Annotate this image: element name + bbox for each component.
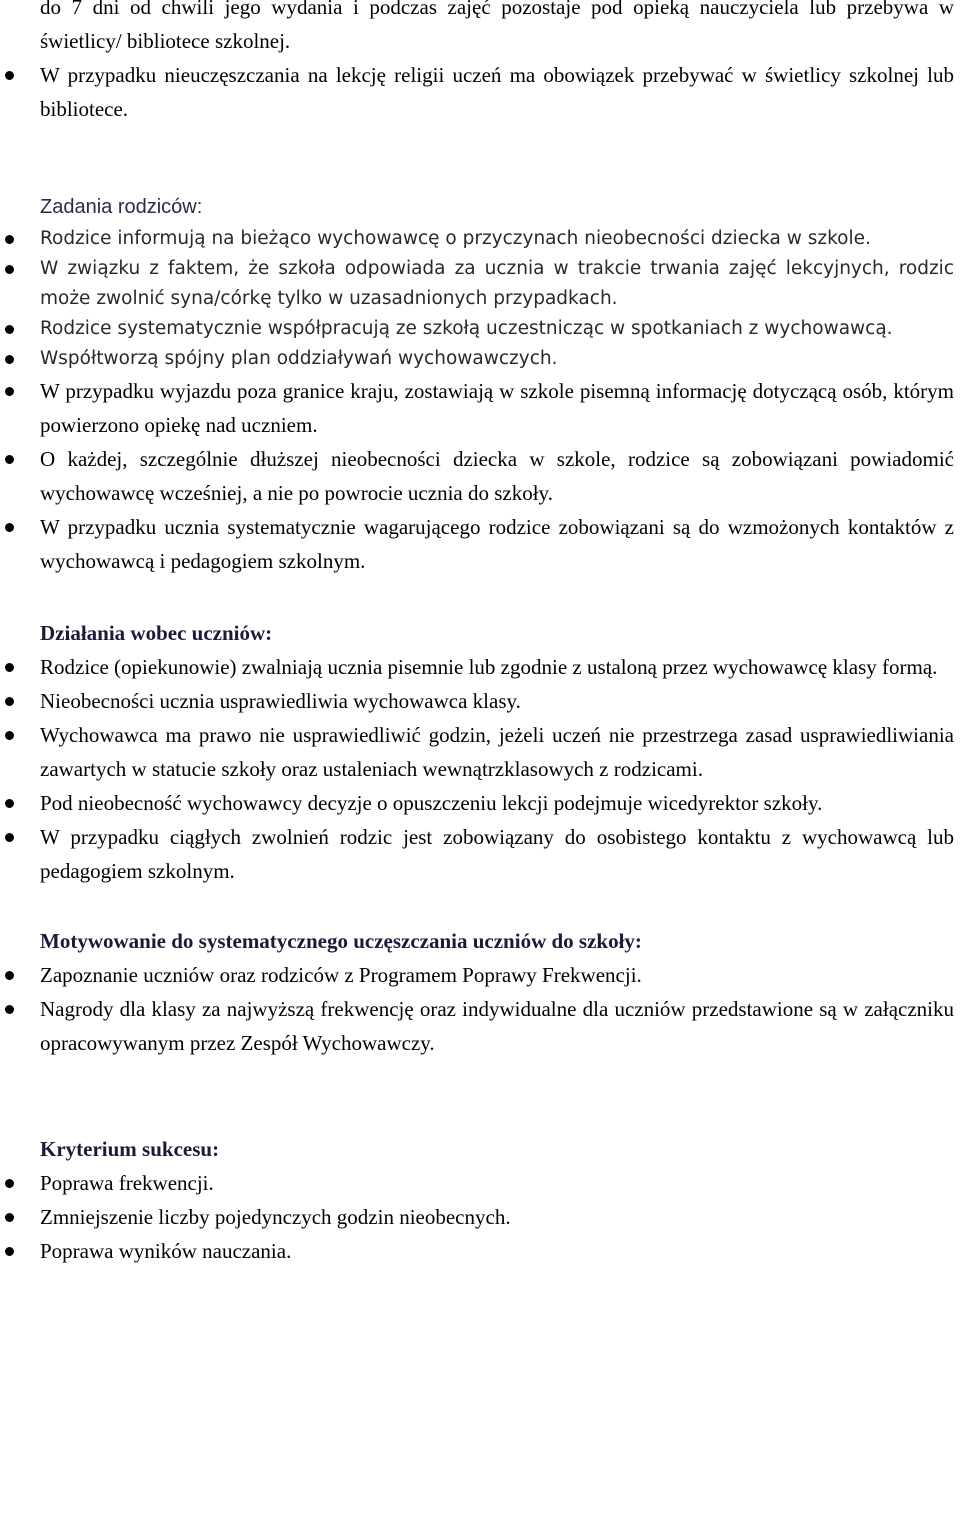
bullet-icon (5, 971, 14, 980)
actions-list (0, 650, 960, 888)
bullet-icon (5, 325, 14, 334)
parents-list (0, 224, 960, 374)
list-item: Poprawa wyników nauczania. (0, 1234, 960, 1268)
list-item: Nagrody dla klasy za najwyższą frekwencję oraz indywidualne dla uczniów przedstawione są w załączniku opracowywanym przez Zespół Wychowawczy. (0, 992, 960, 1060)
list-item: Poprawa frekwencji. (0, 1166, 960, 1200)
list-item: W przypadku ciągłych zwolnień rodzic jest zobowiązany do osobistego kontaktu z wychowawcą lub pedagogiem szkolnym. (0, 820, 960, 888)
bullet-icon (5, 697, 14, 706)
bullet-icon (5, 355, 14, 364)
bullet-icon (5, 833, 14, 842)
motivation-list (0, 958, 960, 1060)
list-item: Nieobecności ucznia usprawiedliwia wychowawca klasy. (0, 684, 960, 718)
list-item: Rodzice systematycznie współpracują ze szkołą uczestnicząc w spotkaniach z wychowawcą. (0, 314, 960, 344)
bullet-icon (5, 235, 14, 244)
intro-list (0, 58, 960, 126)
list-item: Zapoznanie uczniów oraz rodziców z Programem Poprawy Frekwencji. (0, 958, 960, 992)
list-item: Zmniejszenie liczby pojedynczych godzin nieobecnych. (0, 1200, 960, 1234)
bullet-icon (5, 1213, 14, 1222)
list-item: Rodzice informują na bieżąco wychowawcę o przyczynach nieobecności dziecka w szkole. (0, 224, 960, 254)
list-item: Pod nieobecność wychowawcy decyzje o opuszczeniu lekcji podejmuje wicedyrektor szkoły. (0, 786, 960, 820)
section-heading-actions: Działania wobec uczniów: (40, 621, 273, 645)
list-item: W przypadku nieuczęszczania na lekcję religii uczeń ma obowiązek przebywać w świetlicy szkolnej lub bibliotece. (0, 58, 960, 126)
bullet-icon (5, 455, 14, 464)
bullet-icon (5, 731, 14, 740)
bullet-icon (5, 1247, 14, 1256)
intro-continuation: do 7 dni od chwili jego wydania i podczas zajęć pozostaje pod opieką nauczyciela lub przebywa w świetlicy/ bibliotece szkolnej. (40, 0, 954, 53)
section-heading-motivation: Motywowanie do systematycznego uczęszczania uczniów do szkoły: (40, 929, 642, 953)
bullet-icon (5, 1005, 14, 1014)
bullet-icon (5, 265, 14, 274)
list-item: Współtworzą spójny plan oddziaływań wychowawczych. (0, 344, 960, 374)
bullet-icon (5, 1179, 14, 1188)
section-heading-parents: Zadania rodziców: (40, 196, 203, 218)
success-list (0, 1166, 960, 1268)
list-item: W przypadku ucznia systematycznie wagarującego rodzice zobowiązani są do wzmożonych kontaktów z wychowawcą i pedagogiem szkolnym. (0, 510, 960, 578)
list-item: W przypadku wyjazdu poza granice kraju, zostawiają w szkole pisemną informację dotyczącą osób, którym powierzono opiekę nad uczniem. (0, 374, 960, 442)
section-heading-success: Kryterium sukcesu: (40, 1137, 220, 1161)
list-item: W związku z faktem, że szkoła odpowiada za ucznia w trakcie trwania zajęć lekcyjnych, rodzic może zwolnić syna/córkę tylko w uzasadnionych przypadkach. (0, 254, 960, 314)
bullet-icon (5, 523, 14, 532)
bullet-icon (5, 799, 14, 808)
bullet-icon (5, 71, 14, 80)
list-item: Rodzice (opiekunowie) zwalniają ucznia pisemnie lub zgodnie z ustaloną przez wychowawcę klasy formą. (0, 650, 960, 684)
list-item: O każdej, szczególnie dłuższej nieobecności dziecka w szkole, rodzice są zobowiązani powiadomić wychowawcę wcześniej, a nie po powrocie ucznia do szkoły. (0, 442, 960, 510)
parents-list-continued (0, 374, 960, 578)
bullet-icon (5, 663, 14, 672)
list-item: Wychowawca ma prawo nie usprawiedliwić godzin, jeżeli uczeń nie przestrzega zasad usprawiedliwiania zawartych w statucie szkoły oraz ustaleniach wewnątrzklasowych z rodzicami. (0, 718, 960, 786)
bullet-icon (5, 387, 14, 396)
